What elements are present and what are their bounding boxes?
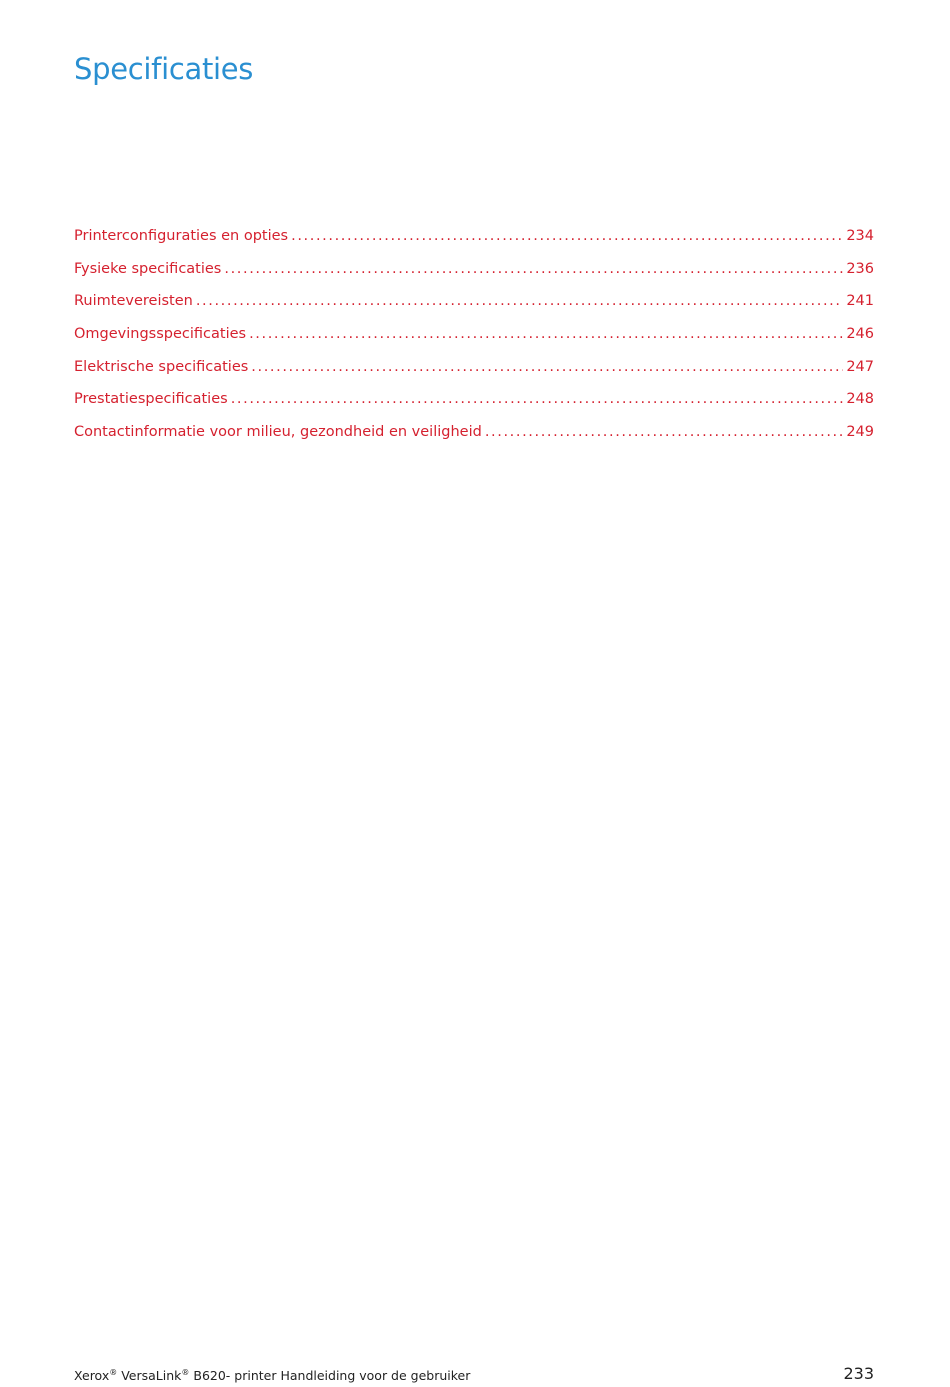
toc-dot-leader — [485, 424, 844, 440]
toc-page-number: 248 — [846, 391, 874, 408]
toc-entry-printerconfiguraties[interactable] — [74, 228, 874, 261]
toc-dot-leader — [251, 359, 843, 375]
page-title: Specificaties — [74, 52, 254, 86]
toc-entry-label: Elektrische specificaties — [74, 358, 249, 375]
registered-trademark-mark: ® — [181, 1368, 190, 1377]
toc-page-number: 236 — [846, 260, 874, 277]
toc-dot-leader — [291, 228, 843, 244]
toc-entry-label: Printerconfiguraties en opties — [74, 228, 289, 244]
toc-dot-leader — [249, 326, 843, 342]
table-of-contents — [74, 228, 874, 457]
toc-entry-omgevingsspecificaties[interactable] — [74, 326, 874, 359]
toc-page-number: 241 — [846, 293, 874, 310]
toc-entry-prestatiespecificaties[interactable] — [74, 391, 874, 424]
toc-entry-label: Contactinformatie voor milieu, gezondheid en veiligheid — [74, 424, 482, 441]
toc-page-number: 234 — [846, 228, 874, 244]
toc-dot-leader — [224, 261, 843, 277]
toc-entry-fysieke-specificaties[interactable] — [74, 261, 874, 294]
toc-entry-label: Omgevingsspecificaties — [74, 326, 247, 343]
footer-product: VersaLink — [121, 1368, 182, 1384]
toc-entry-label: Ruimtevereisten — [74, 293, 193, 310]
registered-trademark-mark: ® — [109, 1368, 118, 1377]
toc-page-number: 249 — [846, 424, 874, 441]
toc-dot-leader — [196, 293, 843, 309]
toc-dot-leader — [231, 391, 844, 407]
toc-entry-label: Prestatiespecificaties — [74, 391, 228, 408]
toc-page-number: 246 — [846, 326, 874, 343]
footer-document-title — [74, 1368, 470, 1383]
footer-brand: Xerox — [74, 1368, 110, 1384]
footer-description: B620- printer Handleiding voor de gebruiker — [193, 1368, 471, 1384]
toc-entry-contactinformatie[interactable] — [74, 424, 874, 457]
footer-page-number: 233 — [843, 1364, 874, 1383]
toc-entry-label: Fysieke specificaties — [74, 260, 222, 277]
toc-page-number: 247 — [846, 358, 874, 375]
toc-entry-elektrische-specificaties[interactable] — [74, 359, 874, 392]
toc-entry-ruimtevereisten[interactable] — [74, 293, 874, 326]
